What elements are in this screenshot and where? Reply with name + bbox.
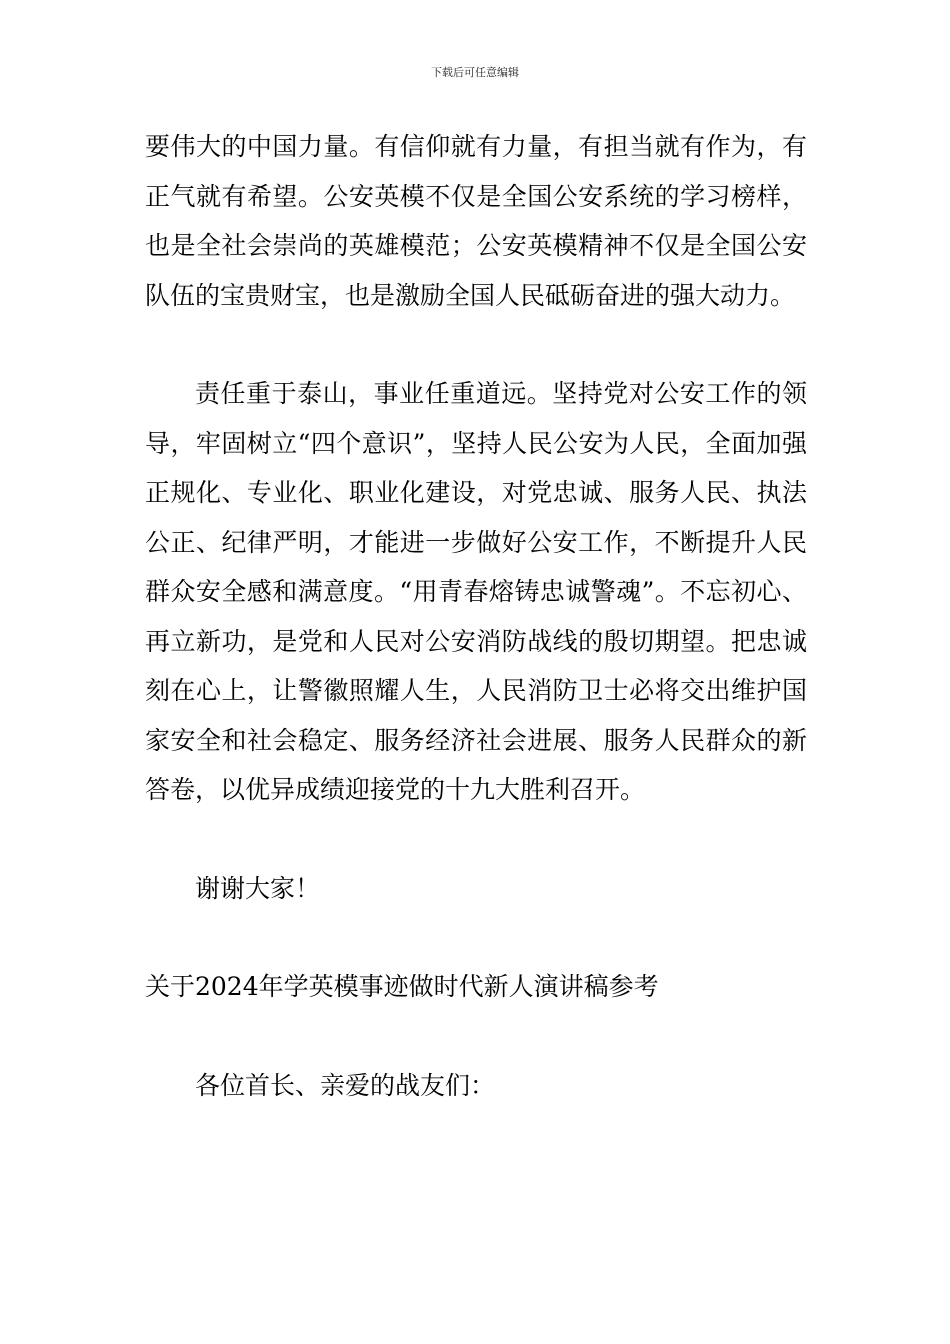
- document-body: [145, 122, 807, 1110]
- paragraph-responsibility: 责任重于泰山，事业任重道远。坚持党对公安工作的领导，牢固树立“四个意识”，坚持人民公安为人民，全面加强正规化、专业化、职业化建设，对党忠诚、服务人民、执法公正、纪律严明，才能进一步做好公安工作，不断提升人民群众安全感和满意度。“用青春熔铸忠诚警魂”。不忘初心、再立新功，是党和人民对公安消防战线的殷切期望。把忠诚刻在心上，让警徽照耀人生，人民消防卫士必将交出维护国家安全和社会稳定、服务经济社会进展、服务人民群众的新答卷，以优异成绩迎接党的十九大胜利召开。: [145, 379, 807, 804]
- paragraph-greeting: 各位首长、亲爱的战友们：: [195, 1070, 496, 1100]
- paragraph-continuation: 要伟大的中国力量。有信仰就有力量，有担当就有作为，有正气就有希望。公安英模不仅是全国公安系统的学习榜样，也是全社会崇尚的英雄模范；公安英模精神不仅是全国公安队伍的宝贵财宝，也是激励全国人民砥砺奋进的强大动力。: [145, 132, 807, 310]
- page-header-note: 下载后可任意编辑: [431, 66, 519, 79]
- document-title: 关于2024年学英模事迹做时代新人演讲稿参考: [145, 972, 659, 1001]
- paragraph-thanks: 谢谢大家！: [195, 873, 321, 903]
